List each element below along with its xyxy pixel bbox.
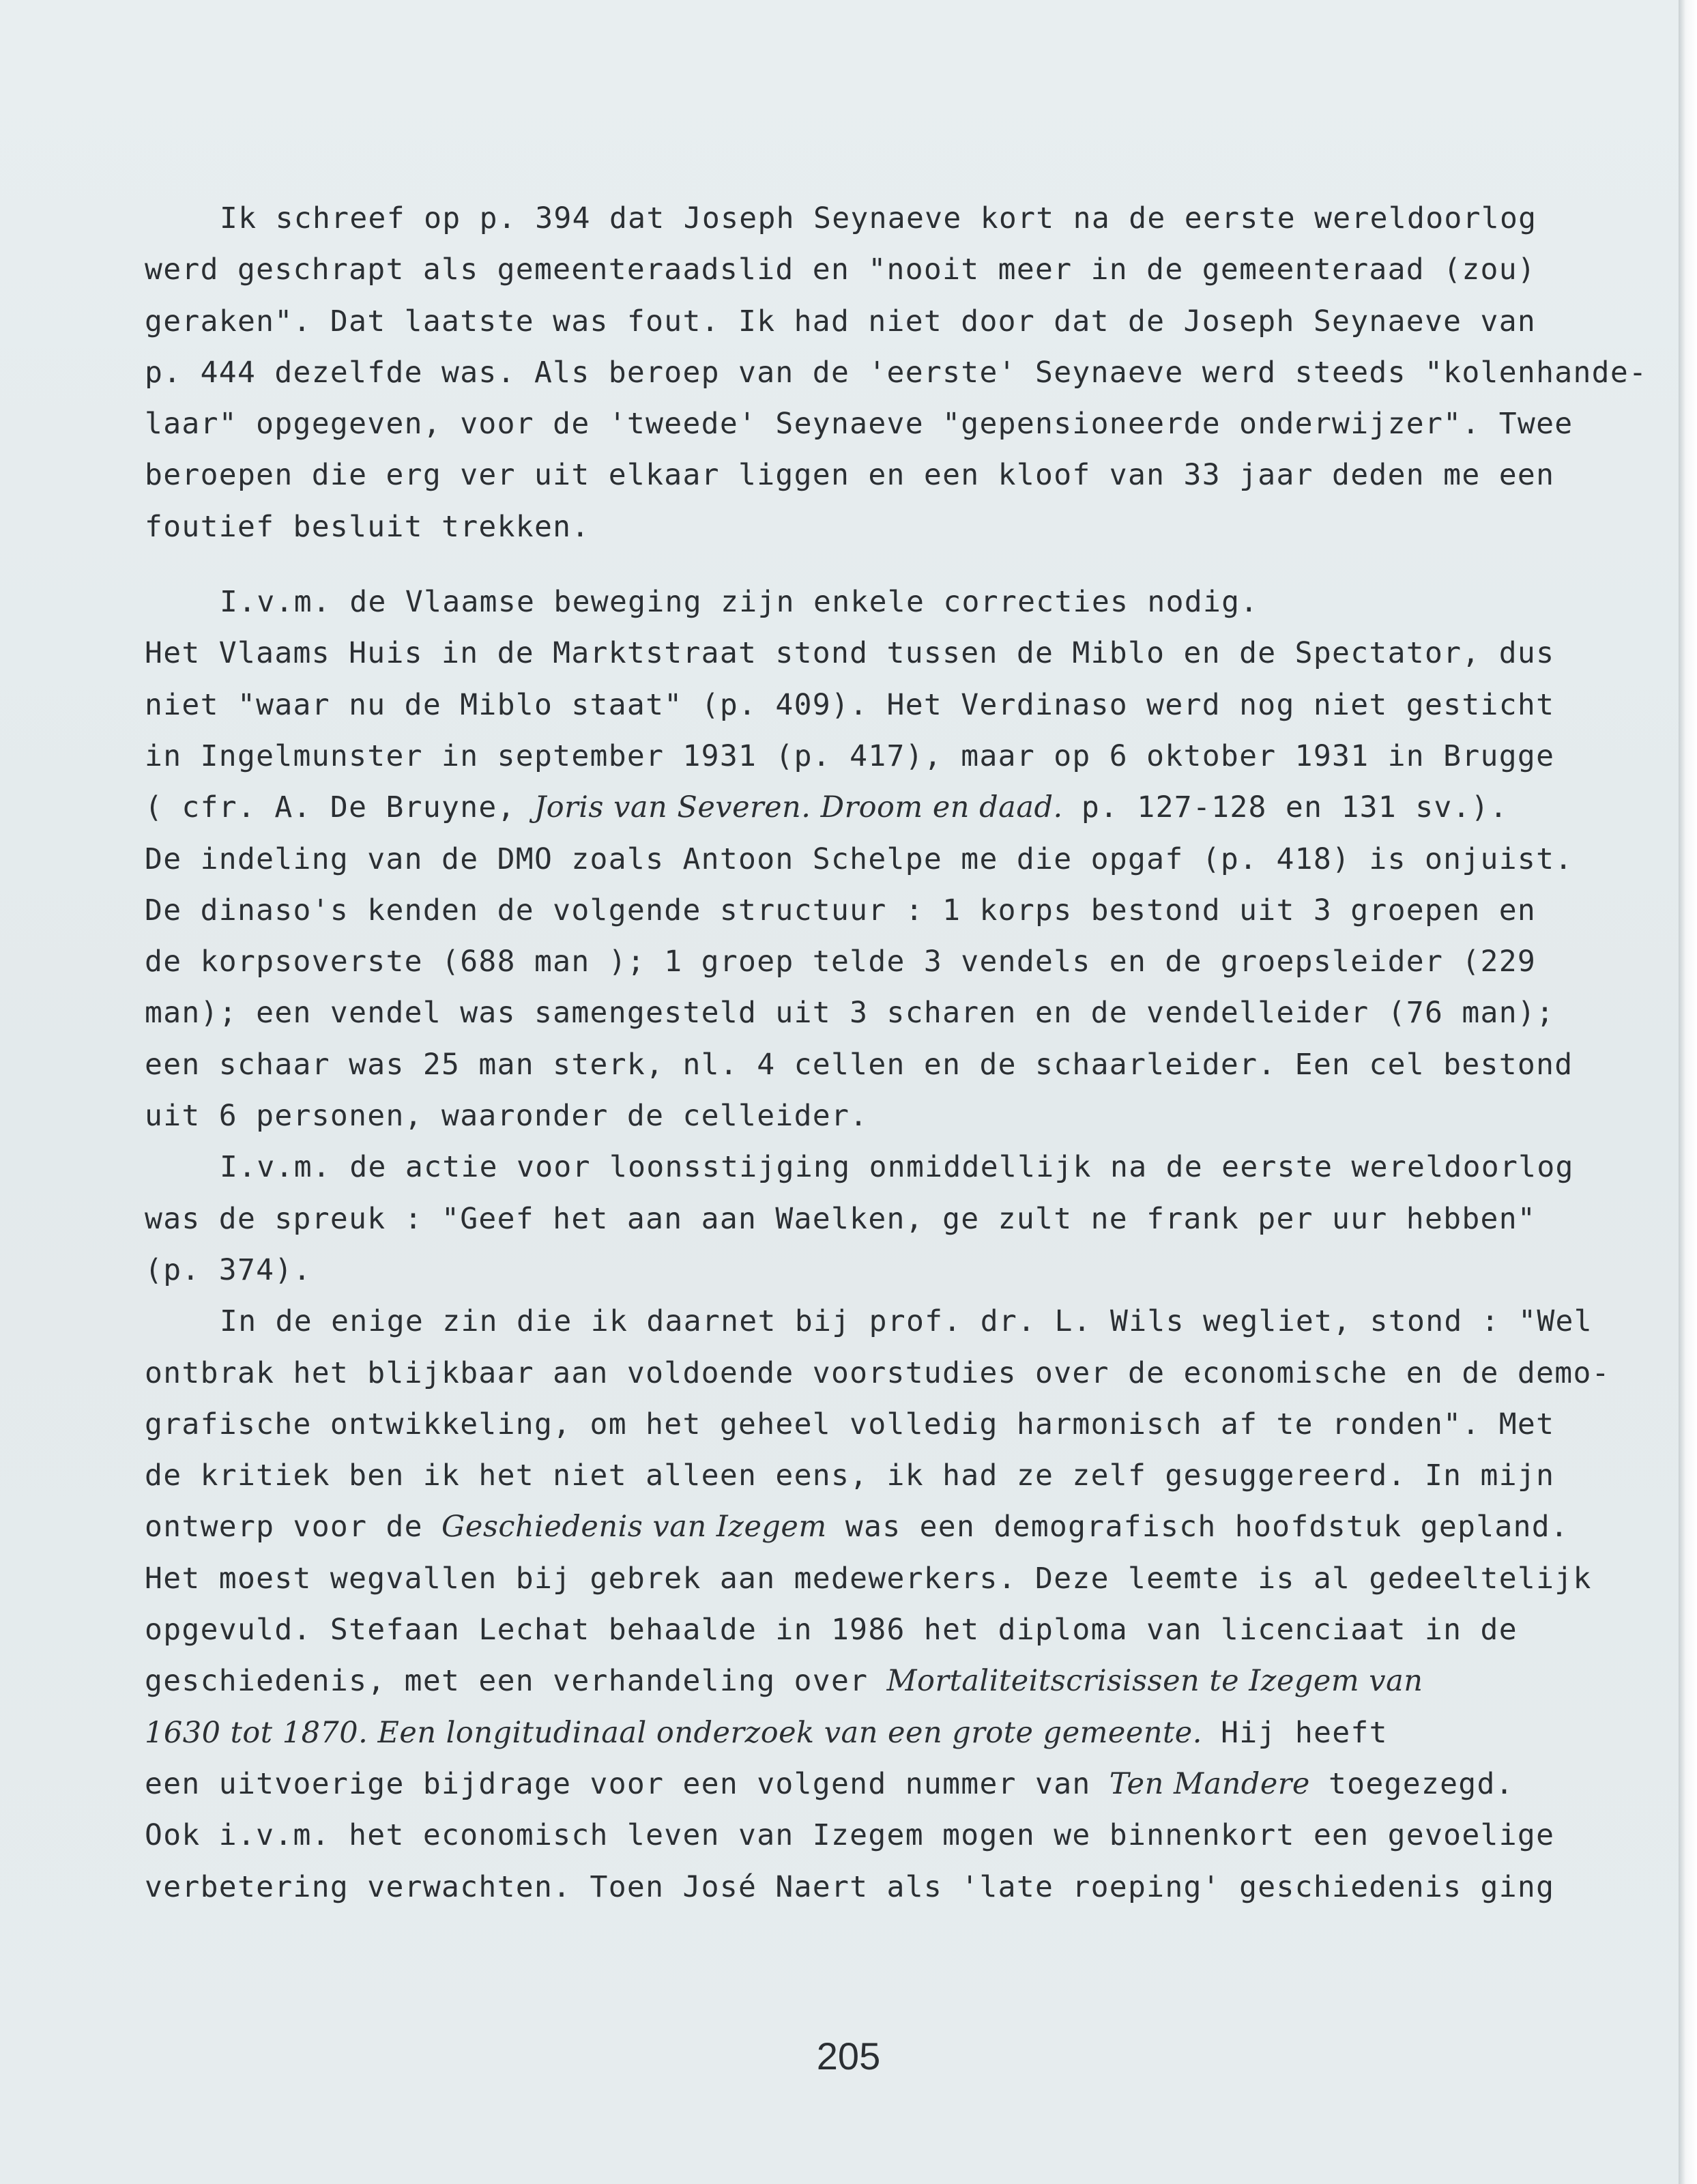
text-line: foutief besluit trekken.: [145, 509, 590, 544]
text-segment: geschiedenis, met een verhandeling over: [145, 1664, 887, 1699]
text-line: geraken". Dat laatste was fout. Ik had niet door dat de Joseph Seynaeve van: [145, 304, 1537, 339]
text-line: laar" opgegeven, voor de 'tweede' Seynaeve "gepensioneerde onderwijzer". Twee: [145, 407, 1573, 442]
body-text: [145, 193, 1659, 1913]
text-line: [145, 1759, 1659, 1810]
text-line: In de enige zin die ik daarnet bij prof. dr. L. Wils wegliet, stond : "Wel: [220, 1304, 1593, 1339]
text-line: [145, 1708, 1659, 1759]
text-line: I.v.m. de actie voor loonsstijging onmiddellijk na de eerste wereldoorlog: [220, 1150, 1574, 1185]
text-line: ontbrak het blijkbaar aan voldoende voorstudies over de economische en de demo-: [145, 1355, 1610, 1390]
text-line: de korpsoverste (688 man ); 1 groep telde 3 vendels en de groepsleider (229: [145, 945, 1537, 979]
text-line: man); een vendel was samengesteld uit 3 scharen en de vendelleider (76 man);: [145, 996, 1555, 1031]
text-line: was de spreuk : "Geef het aan aan Waelken, ge zult ne frank per uur hebben": [145, 1201, 1537, 1236]
text-line: opgevuld. Stefaan Lechat behaalde in 1986 het diploma van licenciaat in de: [145, 1613, 1518, 1648]
text-segment: toegezegd.: [1309, 1766, 1514, 1801]
text-line: in Ingelmunster in september 1931 (p. 417), maar op 6 oktober 1931 in Brugge: [145, 738, 1555, 773]
thesis-title: 1630 tot 1870. Een longitudinaal onderzoek van een grote gemeente.: [145, 1715, 1202, 1750]
text-line: I.v.m. de Vlaamse beweging zijn enkele correcties nodig.: [220, 585, 1259, 620]
text-line: uit 6 personen, waaronder de celleider.: [145, 1099, 869, 1134]
book-title: Geschiedenis van Izegem: [441, 1510, 827, 1544]
journal-title: Ten Mandere: [1109, 1766, 1310, 1801]
text-line: grafische ontwikkeling, om het geheel volledig harmonisch af te ronden". Met: [145, 1407, 1555, 1441]
page-number: 205: [816, 2035, 881, 2078]
text-line: Ik schreef op p. 394 dat Joseph Seynaeve kort na de eerste wereldoorlog: [220, 201, 1537, 235]
text-segment: ( cfr. A. De Bruyne,: [145, 790, 534, 825]
text-segment: Hij heeft: [1202, 1715, 1388, 1750]
text-line: [145, 1502, 1659, 1553]
text-line: niet "waar nu de Miblo staat" (p. 409). Het Verdinaso werd nog niet gesticht: [145, 687, 1555, 722]
text-line: werd geschrapt als gemeenteraadslid en "nooit meer in de gemeenteraad (zou): [145, 253, 1537, 287]
text-line: p. 444 dezelfde was. Als beroep van de 'eerste' Seynaeve werd steeds "kolenhande-: [145, 355, 1648, 390]
text-line: verbetering verwachten. Toen José Naert als 'late roeping' geschiedenis ging: [145, 1869, 1555, 1904]
text-line: [145, 1656, 1659, 1707]
text-line: de kritiek ben ik het niet alleen eens, ik had ze zelf gesuggereerd. In mijn: [145, 1459, 1555, 1493]
text-segment: was een demografisch hoofdstuk gepland.: [826, 1510, 1569, 1544]
text-line: (p. 374).: [145, 1252, 312, 1287]
text-segment: ontwerp voor de: [145, 1510, 442, 1544]
text-line: een schaar was 25 man sterk, nl. 4 cellen en de schaarleider. Een cel bestond: [145, 1047, 1573, 1082]
text-line: De dinaso's kenden de volgende structuur : 1 korps bestond uit 3 groepen en: [145, 893, 1537, 928]
text-segment: een uitvoerige bijdrage voor een volgend nummer van: [145, 1766, 1109, 1801]
text-line: Ook i.v.m. het economisch leven van Izegem mogen we binnenkort een gevoelige: [145, 1818, 1555, 1853]
text-line: Het moest wegvallen bij gebrek aan medewerkers. Deze leemte is al gedeeltelijk: [145, 1561, 1592, 1596]
thesis-title: Mortaliteitscrisissen te Izegem van: [886, 1664, 1423, 1699]
text-line: [145, 782, 1659, 833]
book-title: Joris van Severen. Droom en daad.: [534, 790, 1063, 825]
page-edge: [1679, 0, 1697, 2184]
text-line: De indeling van de DMO zoals Antoon Schelpe me die opgaf (p. 418) is onjuist.: [145, 842, 1573, 876]
text-line: Het Vlaams Huis in de Marktstraat stond tussen de Miblo en de Spectator, dus: [145, 636, 1555, 671]
text-segment: p. 127-128 en 131 sv.).: [1062, 790, 1509, 825]
text-line: beroepen die erg ver uit elkaar liggen en een kloof van 33 jaar deden me een: [145, 458, 1555, 493]
paragraph-gap: [145, 553, 1659, 577]
